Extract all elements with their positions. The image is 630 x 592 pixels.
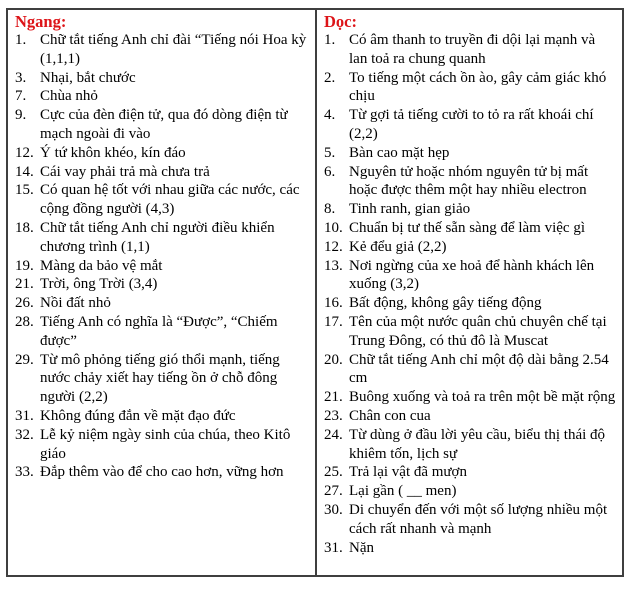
clue-number: 12. — [15, 144, 34, 161]
clue-number: 1. — [324, 32, 336, 48]
clue-item — [15, 219, 309, 257]
down-title: Dọc: — [324, 12, 357, 31]
clue-number: 26. — [15, 295, 34, 312]
clue-text: Nơi ngừng của xe hoả để hành khách lên xuống (3,2) — [349, 257, 595, 293]
clue-item — [15, 87, 309, 106]
clue-text: Không đúng đắn về mặt đạo đức — [40, 407, 236, 424]
clue-number: 27. — [324, 483, 343, 500]
clue-item — [15, 407, 309, 426]
clue-item — [324, 219, 616, 238]
clue-item — [324, 501, 616, 539]
clue-number: 4. — [324, 107, 336, 124]
clue-number: 2. — [324, 69, 336, 86]
clue-item — [324, 106, 616, 144]
clue-item — [15, 106, 309, 144]
clue-item — [15, 163, 309, 182]
across-title: Ngang: — [15, 12, 67, 31]
clue-text: Cái vay phải trả mà chưa trả — [40, 163, 210, 180]
clue-item — [15, 351, 309, 407]
clue-text: Bất động, không gây tiếng động — [349, 295, 542, 312]
clue-item — [324, 482, 616, 501]
clue-number: 19. — [15, 257, 34, 274]
clue-text: Trời, ông Trời (3,4) — [40, 276, 158, 293]
clue-number: 10. — [324, 219, 343, 236]
down-clue-list — [324, 31, 616, 557]
across-clue-list — [15, 31, 309, 482]
clue-number: 8. — [324, 201, 336, 218]
clue-item — [324, 69, 616, 107]
clue-text: Chùa nhỏ — [40, 88, 98, 105]
clue-text: Chữ tắt tiếng Anh chỉ đài “Tiếng nói Hoa kỳ (1,1,1) — [40, 32, 307, 67]
clue-item — [15, 313, 309, 351]
clue-text: Tinh ranh, gian giảo — [349, 201, 471, 218]
across-column — [8, 10, 315, 575]
clue-text: Chân con cua — [349, 407, 431, 424]
clue-item — [15, 294, 309, 313]
clue-number: 31. — [324, 539, 343, 556]
clue-text: Đắp thêm vào để cho cao hơn, vững hơn — [40, 464, 284, 481]
clue-item — [324, 426, 616, 464]
clue-sheet — [6, 8, 624, 577]
clue-item — [324, 463, 616, 482]
clue-text: Chữ tắt tiếng Anh chỉ người điều khiển chương trình (1,1) — [40, 219, 275, 255]
clue-text: Buông xuống và toả ra trên một bề mặt rộng — [349, 389, 616, 406]
clue-text: Màng da bảo vệ mắt — [40, 257, 163, 274]
clue-number: 17. — [324, 313, 343, 330]
clue-item — [324, 313, 616, 351]
clue-text: Tiếng Anh có nghĩa là “Được”, “Chiếm được” — [40, 313, 278, 349]
clue-text: Trả lại vật đã mượn — [349, 464, 467, 481]
down-column — [315, 10, 622, 575]
clue-number: 16. — [324, 295, 343, 312]
clue-item — [15, 257, 309, 276]
clue-item — [324, 31, 616, 69]
clue-item — [324, 351, 616, 389]
clue-text: Nguyên tử hoặc nhóm nguyên tử bị mất hoặc được thêm một hay nhiều electron — [349, 163, 589, 199]
clue-text: Có quan hệ tốt với nhau giữa các nước, các cộng đồng người (4,3) — [40, 182, 300, 218]
clue-item — [324, 163, 616, 201]
clue-number: 21. — [324, 389, 343, 406]
clue-text: Nhại, bắt chước — [40, 69, 136, 86]
clue-item — [324, 294, 616, 313]
clue-text: Có âm thanh to truyền đi dội lại mạnh và lan toả ra chung quanh — [349, 32, 596, 67]
clue-item — [15, 275, 309, 294]
clue-number: 12. — [324, 238, 343, 255]
clue-text: Lại gần ( __ men) — [349, 483, 457, 500]
clue-text: Bàn cao mặt hẹp — [349, 144, 450, 161]
clue-number: 25. — [324, 464, 343, 481]
clue-text: Lễ kỷ niệm ngày sinh của chúa, theo Kitô giáo — [40, 426, 291, 462]
clue-number: 32. — [15, 426, 34, 443]
clue-number: 24. — [324, 426, 343, 443]
clue-number: 21. — [15, 276, 34, 293]
clue-text: Tên của một nước quân chủ chuyên chế tại Trung Đông, có thủ đô là Muscat — [349, 313, 607, 349]
clue-number: 7. — [15, 88, 27, 105]
clue-number: 9. — [15, 107, 27, 124]
clue-number: 20. — [324, 351, 343, 368]
clue-text: Nặn — [349, 539, 374, 556]
clue-text: Cực của đèn điện tử, qua đó dòng điện từ mạch ngoài đi vào — [40, 107, 288, 142]
clue-item — [324, 200, 616, 219]
clue-number: 28. — [15, 313, 34, 330]
clue-text: Ý tứ khôn khéo, kín đáo — [40, 144, 186, 161]
clue-item — [324, 388, 616, 407]
clue-item — [15, 463, 309, 482]
clue-item — [15, 181, 309, 219]
clue-number: 6. — [324, 163, 336, 180]
clue-number: 23. — [324, 407, 343, 424]
clue-number: 5. — [324, 144, 336, 161]
clue-item — [15, 144, 309, 163]
clue-number: 33. — [15, 464, 34, 481]
clue-item — [324, 407, 616, 426]
clue-number: 30. — [324, 501, 343, 518]
clue-text: Chữ tắt tiếng Anh chỉ một độ dài bằng 2.54 cm — [349, 351, 609, 387]
clue-number: 1. — [15, 32, 27, 48]
clue-text: To tiếng một cách ồn ào, gây cảm giác khó chịu — [349, 69, 607, 105]
clue-number: 13. — [324, 257, 343, 274]
clue-text: Kẻ đểu giả (2,2) — [349, 238, 447, 255]
clue-item — [324, 539, 616, 558]
clue-number: 29. — [15, 351, 34, 368]
clue-text: Từ gợi tả tiếng cười to tỏ ra rất khoái chí (2,2) — [349, 107, 594, 142]
clue-text: Từ mô phỏng tiếng gió thổi mạnh, tiếng nước chảy xiết hay tiếng ồn ở chỗ đông người (2,2) — [40, 351, 280, 406]
clue-number: 15. — [15, 182, 34, 199]
clue-item — [324, 144, 616, 163]
clue-text: Di chuyển đến với một số lượng nhiều một cách rất nhanh và mạnh — [349, 501, 608, 537]
clue-number: 14. — [15, 163, 34, 180]
clue-item — [15, 31, 309, 69]
clue-number: 18. — [15, 219, 34, 236]
clue-item — [15, 426, 309, 464]
clue-item — [15, 69, 309, 88]
clue-text: Nồi đất nhỏ — [40, 295, 111, 312]
clue-number: 31. — [15, 407, 34, 424]
clue-item — [324, 257, 616, 295]
clue-text: Từ dùng ở đầu lời yêu cầu, biểu thị thái độ khiêm tốn, lịch sự — [349, 426, 606, 462]
clue-number: 3. — [15, 69, 27, 86]
clue-item — [324, 238, 616, 257]
clue-text: Chuẩn bị tư thế sẵn sàng để làm việc gì — [349, 219, 585, 236]
